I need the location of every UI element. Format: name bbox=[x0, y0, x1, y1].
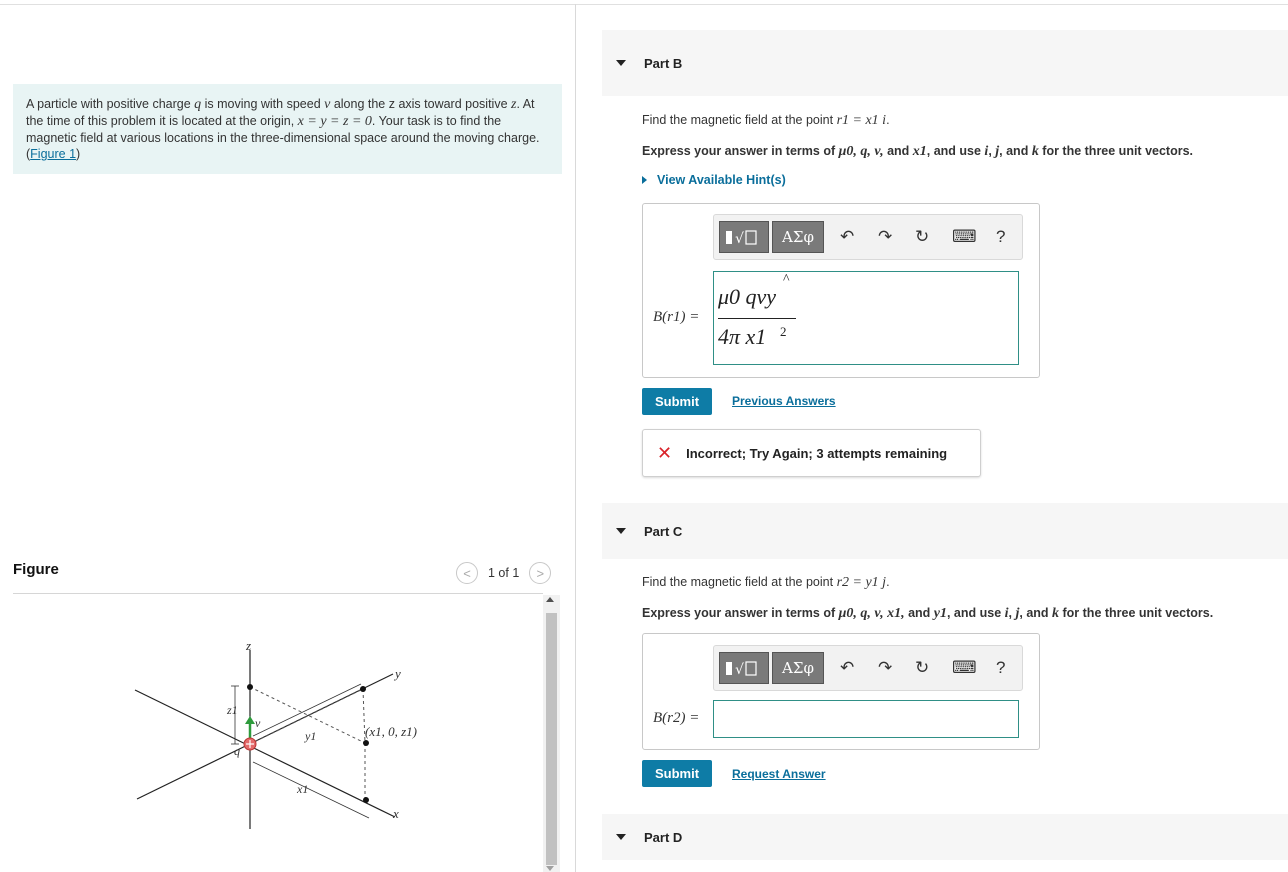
part-b-express-vars: μ0, q, v, bbox=[838, 144, 884, 159]
fraction-sqrt-template-icon bbox=[724, 657, 764, 679]
problem-var-q: q bbox=[194, 97, 202, 112]
previous-answers-link[interactable]: Previous Answers bbox=[732, 394, 836, 408]
undo-icon[interactable]: ↶ bbox=[840, 227, 855, 246]
answer-denominator: 4π x1 bbox=[718, 324, 767, 349]
error-x-icon: ✕ bbox=[657, 442, 673, 463]
part-c-unit-k: k bbox=[1052, 606, 1060, 621]
part-c-math-toolbar bbox=[713, 645, 1023, 691]
greek-symbols-button[interactable]: ΑΣφ bbox=[772, 221, 824, 253]
help-icon[interactable]: ? bbox=[996, 227, 1006, 246]
label-y1: y1 bbox=[305, 729, 317, 743]
figure-title: Figure bbox=[13, 561, 59, 578]
part-c-express-tail: for the three unit vectors. bbox=[1059, 606, 1214, 620]
part-b-express: Express your answer in terms of μ0, q, v, and x1, and use i, j, and k for the three unit vectors. bbox=[642, 144, 1194, 159]
answer-numerator: μ0 qvy bbox=[718, 284, 777, 309]
part-b-header[interactable] bbox=[602, 30, 1288, 96]
label-z1: z1 bbox=[227, 703, 238, 717]
part-b-express-use: , and use bbox=[926, 144, 985, 158]
collapse-triangle-icon bbox=[616, 834, 626, 840]
svg-text:√: √ bbox=[735, 662, 744, 678]
answer-exponent: 2 bbox=[780, 324, 787, 339]
figure-pager bbox=[456, 561, 551, 585]
problem-var-z: z bbox=[511, 97, 517, 112]
part-b-unit-j: j bbox=[995, 144, 1000, 159]
part-b-point-math: r1 = x1 i bbox=[836, 113, 887, 128]
part-b-unit-k: k bbox=[1031, 144, 1039, 159]
part-b-express-last: x1 bbox=[912, 144, 927, 159]
answer-hat: ^ bbox=[783, 272, 790, 287]
problem-text-2: is moving with speed bbox=[201, 97, 325, 111]
label-v: v bbox=[255, 716, 261, 730]
part-c-unit-i: i bbox=[1004, 606, 1009, 621]
part-c-answer-input[interactable] bbox=[713, 700, 1019, 738]
collapse-triangle-icon bbox=[616, 60, 626, 66]
part-b-field-label: B(r1) = bbox=[653, 309, 700, 325]
template-button[interactable] bbox=[719, 221, 769, 253]
part-b-question-end: . bbox=[886, 113, 890, 127]
part-b-express-and: and bbox=[883, 144, 913, 158]
part-b-express-text: Express your answer in terms of bbox=[642, 144, 839, 158]
problem-text-1: A particle with positive charge bbox=[26, 97, 195, 111]
part-c-question-end: . bbox=[886, 575, 890, 589]
part-b-express-tail: for the three unit vectors. bbox=[1038, 144, 1194, 158]
part-c-unit-j: j bbox=[1015, 606, 1020, 621]
label-point: (x1, 0, z1) bbox=[365, 724, 417, 739]
part-c-question-text: Find the magnetic field at the point bbox=[642, 575, 837, 589]
template-button[interactable] bbox=[719, 652, 769, 684]
label-z: z bbox=[246, 638, 252, 653]
figure-prev-button[interactable]: < bbox=[456, 562, 478, 584]
part-c-express-vars: μ0, q, v, x1, bbox=[838, 606, 905, 621]
help-icon[interactable]: ? bbox=[996, 658, 1006, 677]
scroll-down-arrow-icon[interactable] bbox=[546, 866, 554, 871]
part-c-express-use: , and use bbox=[946, 606, 1005, 620]
label-y: y bbox=[395, 666, 401, 681]
problem-origin-math: x = y = z = 0 bbox=[297, 114, 372, 129]
part-c-express-last: y1 bbox=[933, 606, 947, 621]
keyboard-icon[interactable]: ⌨ bbox=[952, 658, 977, 677]
label-x: x bbox=[393, 806, 399, 821]
view-hints-label: View Available Hint(s) bbox=[657, 173, 786, 187]
view-hints-toggle[interactable] bbox=[642, 173, 786, 187]
label-x1: x1 bbox=[297, 782, 309, 796]
problem-statement bbox=[13, 84, 562, 174]
part-c-point-math: r2 = y1 j bbox=[836, 575, 887, 590]
x1-dimension-line bbox=[253, 762, 369, 818]
problem-var-v: v bbox=[324, 97, 331, 112]
problem-text-4: . At the time of this problem it is located at the origin, bbox=[26, 97, 535, 128]
top-rule bbox=[0, 4, 1288, 5]
problem-text-6: ) bbox=[76, 147, 81, 161]
greek-symbols-button[interactable]: ΑΣφ bbox=[772, 652, 824, 684]
point-y1 bbox=[360, 686, 366, 692]
part-b-unit-i: i bbox=[984, 144, 989, 159]
x-axis bbox=[135, 690, 395, 817]
collapse-triangle-icon bbox=[616, 528, 626, 534]
undo-icon[interactable]: ↶ bbox=[840, 658, 855, 677]
figure-diagram bbox=[125, 632, 435, 832]
problem-text-5: . Your task is to find the magnetic field at various locations in the three-dimensional space around the moving charge. ( bbox=[26, 114, 540, 161]
part-d-title: Part D bbox=[644, 829, 683, 845]
figure-counter: 1 of 1 bbox=[488, 566, 520, 580]
scroll-up-arrow-icon[interactable] bbox=[546, 597, 554, 602]
figure-rule bbox=[13, 593, 543, 594]
label-q: q bbox=[234, 744, 240, 758]
part-b-title: Part B bbox=[644, 55, 683, 71]
svg-text:√: √ bbox=[735, 231, 744, 247]
part-c-submit-button[interactable]: Submit bbox=[642, 760, 712, 787]
velocity-arrowhead bbox=[245, 716, 255, 724]
part-b-question bbox=[642, 113, 890, 129]
point-z1 bbox=[247, 684, 253, 690]
part-b-submit-button[interactable]: Submit bbox=[642, 388, 712, 415]
part-c-question bbox=[642, 575, 890, 591]
panel-divider bbox=[575, 4, 576, 872]
point-x1-z1 bbox=[363, 740, 369, 746]
part-c-header[interactable] bbox=[602, 503, 1288, 559]
expand-triangle-icon bbox=[642, 176, 647, 184]
figure-next-button[interactable]: > bbox=[529, 562, 551, 584]
reset-icon[interactable]: ↻ bbox=[915, 227, 930, 246]
part-b-answer-input[interactable] bbox=[713, 271, 1019, 365]
part-c-field-label: B(r2) = bbox=[653, 710, 700, 726]
part-c-express: Express your answer in terms of μ0, q, v, x1, and y1, and use i, j, and k for the three unit vectors. bbox=[642, 606, 1214, 621]
fraction-bar bbox=[718, 318, 796, 319]
request-answer-link[interactable]: Request Answer bbox=[732, 767, 826, 781]
fraction-sqrt-template-icon bbox=[724, 226, 764, 248]
part-c-express-text: Express your answer in terms of bbox=[642, 606, 839, 620]
point-x1 bbox=[363, 797, 369, 803]
figure-link[interactable]: Figure 1 bbox=[30, 147, 77, 161]
feedback-text: Incorrect; Try Again; 3 attempts remaining bbox=[686, 445, 948, 461]
redo-icon[interactable]: ↷ bbox=[878, 658, 893, 677]
reset-icon[interactable]: ↻ bbox=[915, 658, 930, 677]
part-c-express-and: and bbox=[904, 606, 934, 620]
problem-text-3: along the z axis toward positive bbox=[330, 97, 511, 111]
part-b-math-toolbar bbox=[713, 214, 1023, 260]
part-d-header[interactable] bbox=[602, 814, 1288, 860]
figure-scroll-thumb[interactable] bbox=[546, 613, 557, 865]
redo-icon[interactable]: ↷ bbox=[878, 227, 893, 246]
part-c-title: Part C bbox=[644, 523, 683, 539]
part-b-question-text: Find the magnetic field at the point bbox=[642, 113, 837, 127]
part-b-feedback bbox=[642, 429, 981, 477]
keyboard-icon[interactable]: ⌨ bbox=[952, 227, 977, 246]
